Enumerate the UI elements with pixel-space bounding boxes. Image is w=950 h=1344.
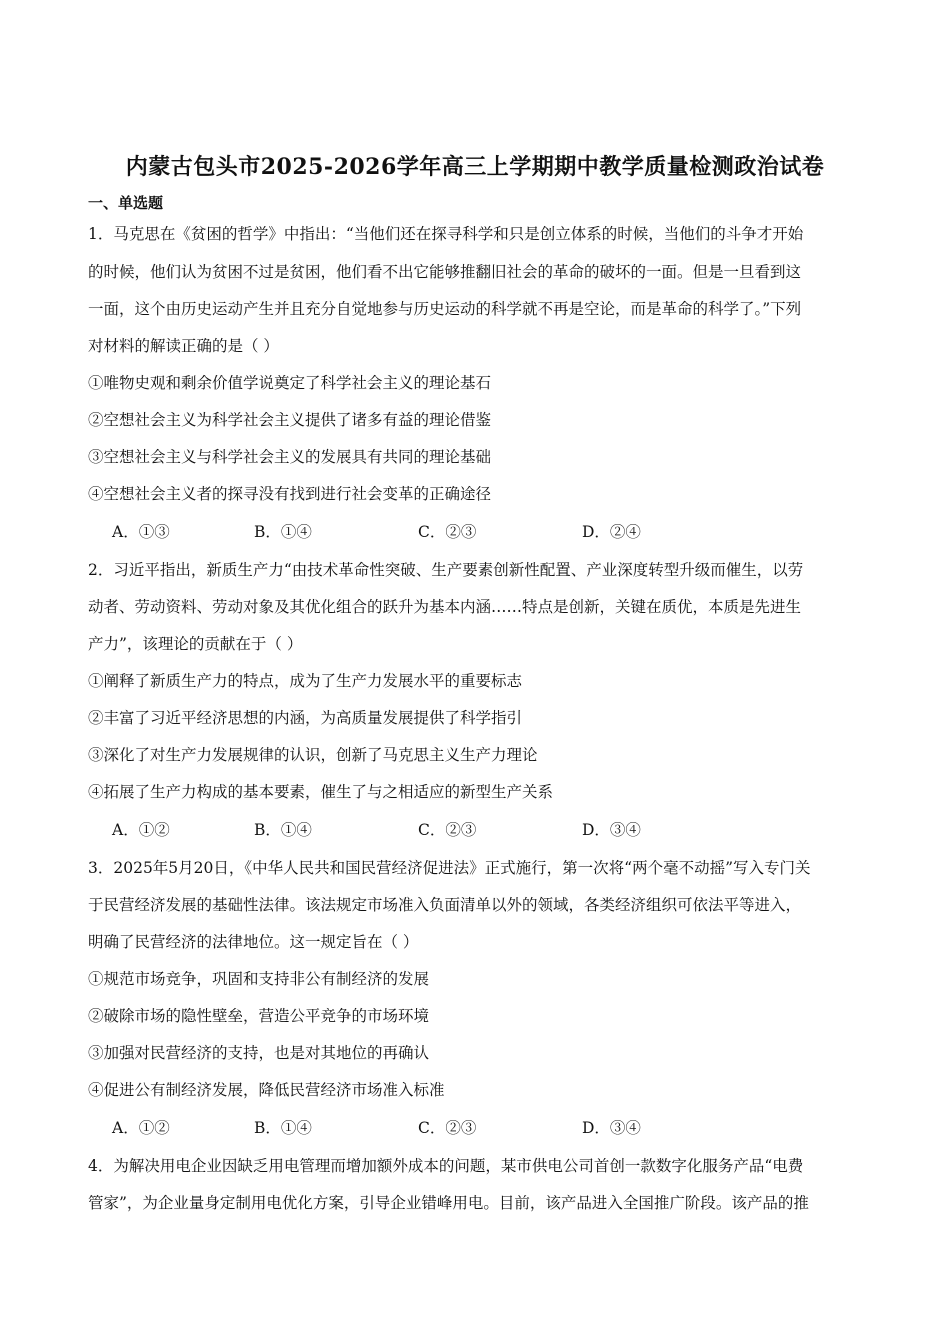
- q1-stem-line: 1．马克思在《贫困的哲学》中指出：“当他们还在探寻科学和只是创立体系的时候，当他们的斗争才开始: [88, 225, 804, 243]
- q2-item: ①阐释了新质生产力的特点，成为了生产力发展水平的重要标志: [88, 672, 523, 690]
- q2-option-d[interactable]: D．③④: [582, 821, 641, 839]
- section-heading: 一、单选题: [88, 194, 164, 212]
- q3-option-b[interactable]: B．①④: [254, 1119, 312, 1137]
- q1-stem-line: 对材料的解读正确的是（ ）: [88, 337, 279, 355]
- q3-stem-line: 3．2025年5月20日，《中华人民共和国民营经济促进法》正式施行，第一次将“两个毫不动摇”写入专门关: [88, 859, 811, 877]
- q1-stem-line: 的时候，他们认为贫困不过是贫困，他们看不出它能够推翻旧社会的革命的破坏的一面。但是一旦看到这: [88, 263, 802, 281]
- q1-item: ①唯物史观和剩余价值学说奠定了科学社会主义的理论基石: [88, 374, 492, 392]
- q1-stem-line: 一面，这个由历史运动产生并且充分自觉地参与历史运动的科学就不再是空论，而是革命的科学了。”下列: [88, 300, 802, 318]
- q2-item: ②丰富了习近平经济思想的内涵，为高质量发展提供了科学指引: [88, 709, 523, 727]
- q2-stem-line: 产力”，该理论的贡献在于（ ）: [88, 635, 303, 653]
- q2-option-b[interactable]: B．①④: [254, 821, 312, 839]
- q1-option-a[interactable]: A．①③: [112, 523, 170, 541]
- q2-item: ④拓展了生产力构成的基本要素，催生了与之相适应的新型生产关系: [88, 783, 554, 801]
- page-title: 内蒙古包头市2025-2026学年高三上学期期中教学质量检测政治试卷: [125, 154, 825, 180]
- q1-option-b[interactable]: B．①④: [254, 523, 312, 541]
- q3-option-d[interactable]: D．③④: [582, 1119, 641, 1137]
- q2-stem-line: 2．习近平指出，新质生产力“由技术革命性突破、生产要素创新性配置、产业深度转型升级而催生，以劳: [88, 561, 804, 579]
- q3-item: ④促进公有制经济发展，降低民营经济市场准入标准: [88, 1081, 445, 1099]
- q3-item: ①规范市场竞争，巩固和支持非公有制经济的发展: [88, 970, 430, 988]
- q3-stem-line: 明确了民营经济的法律地位。这一规定旨在（ ）: [88, 933, 419, 951]
- q3-option-a[interactable]: A．①②: [112, 1119, 170, 1137]
- q3-item: ②破除市场的隐性壁垒，营造公平竞争的市场环境: [88, 1007, 430, 1025]
- q4-stem-line: 管家”，为企业量身定制用电优化方案，引导企业错峰用电。目前，该产品进入全国推广阶段。该产品的推: [88, 1194, 809, 1212]
- q3-item: ③加强对民营经济的支持，也是对其地位的再确认: [88, 1044, 430, 1062]
- q2-item: ③深化了对生产力发展规律的认识，创新了马克思主义生产力理论: [88, 746, 538, 764]
- q1-option-d[interactable]: D．②④: [582, 523, 641, 541]
- q1-option-c[interactable]: C．②③: [418, 523, 477, 541]
- q2-stem-line: 动者、劳动资料、劳动对象及其优化组合的跃升为基本内涵……特点是创新，关键在质优，本质是先进生: [88, 598, 802, 616]
- q1-item: ③空想社会主义与科学社会主义的发展具有共同的理论基础: [88, 448, 492, 466]
- q2-option-c[interactable]: C．②③: [418, 821, 477, 839]
- q3-stem-line: 于民营经济发展的基础性法律。该法规定市场准入负面清单以外的领域，各类经济组织可依法平等进入，: [88, 896, 802, 914]
- q1-item: ④空想社会主义者的探寻没有找到进行社会变革的正确途径: [88, 485, 492, 503]
- q1-item: ②空想社会主义为科学社会主义提供了诸多有益的理论借鉴: [88, 411, 492, 429]
- q2-option-a[interactable]: A．①②: [112, 821, 170, 839]
- q3-option-c[interactable]: C．②③: [418, 1119, 477, 1137]
- q4-stem-line: 4．为解决用电企业因缺乏用电管理而增加额外成本的问题，某市供电公司首创一款数字化服务产品“电费: [88, 1157, 804, 1175]
